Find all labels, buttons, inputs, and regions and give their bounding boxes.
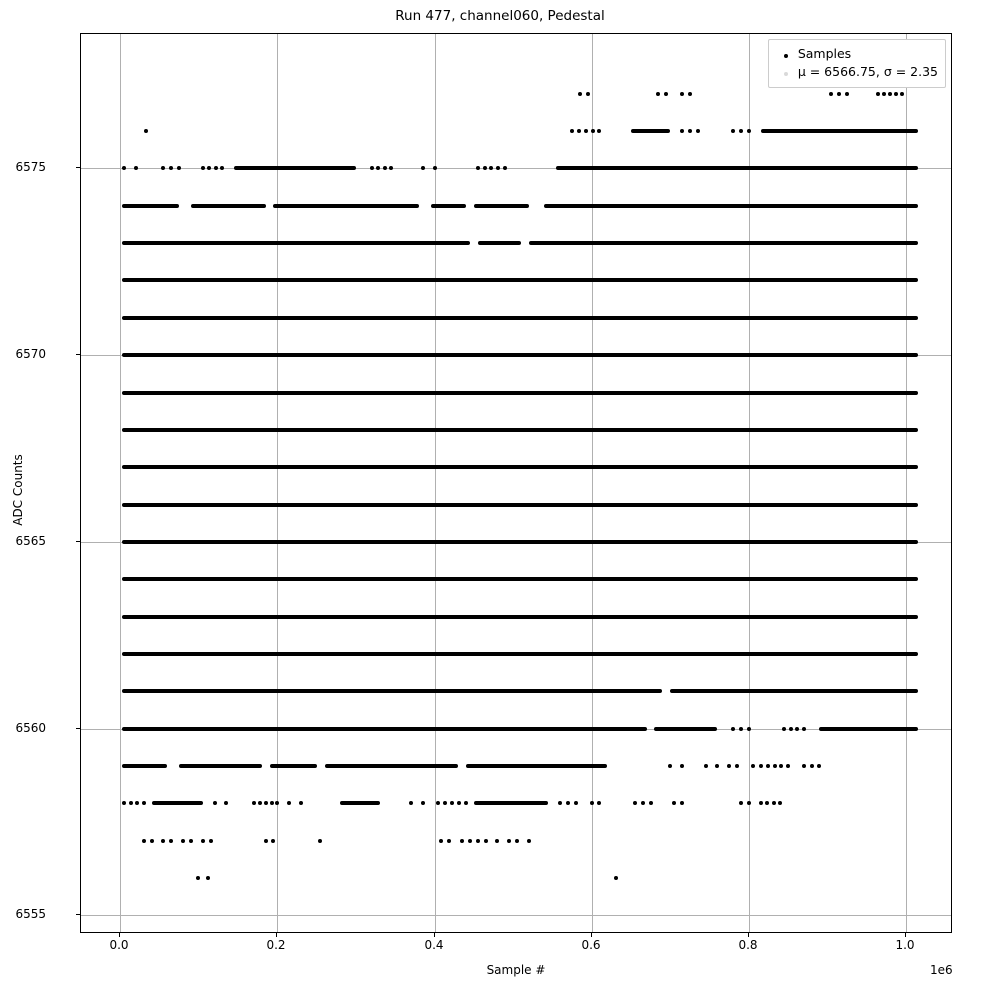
data-band [819, 727, 917, 731]
legend-label-samples: Samples [797, 46, 852, 61]
data-point [264, 839, 268, 843]
data-point [597, 129, 601, 133]
data-point [189, 839, 193, 843]
data-point [484, 839, 488, 843]
data-point [224, 801, 228, 805]
data-point [735, 764, 739, 768]
x-tick-mark [905, 933, 906, 937]
data-band [761, 129, 918, 133]
data-point [715, 764, 719, 768]
data-band [122, 577, 918, 581]
data-point [135, 801, 139, 805]
data-point [468, 839, 472, 843]
data-point [169, 166, 173, 170]
data-point [688, 129, 692, 133]
legend-label-stats: μ = 6566.75, σ = 2.35 [797, 64, 938, 79]
data-point [161, 839, 165, 843]
data-point [122, 166, 126, 170]
data-point [704, 764, 708, 768]
data-band [270, 764, 317, 768]
data-band [431, 204, 466, 208]
data-point [220, 166, 224, 170]
data-point [150, 839, 154, 843]
data-point [129, 801, 133, 805]
data-band [654, 727, 717, 731]
data-point [177, 166, 181, 170]
data-point [765, 801, 769, 805]
data-point [688, 92, 692, 96]
x-tick-mark [748, 933, 749, 937]
data-point [318, 839, 322, 843]
x-tick-mark [591, 933, 592, 937]
data-point [443, 801, 447, 805]
data-band [122, 241, 470, 245]
data-point [590, 801, 594, 805]
data-point [837, 92, 841, 96]
data-band [122, 204, 179, 208]
data-band [122, 503, 918, 507]
x-tick-label: 0.4 [424, 938, 444, 952]
data-point [739, 727, 743, 731]
data-point [597, 801, 601, 805]
data-point [201, 839, 205, 843]
data-band [478, 241, 521, 245]
data-point [747, 727, 751, 731]
data-band [544, 204, 917, 208]
data-band [122, 727, 647, 731]
data-point [845, 92, 849, 96]
data-point [270, 801, 274, 805]
data-point [476, 166, 480, 170]
data-point [876, 92, 880, 96]
data-point [370, 166, 374, 170]
x-axis-exponent-label: 1e6 [930, 963, 953, 977]
data-point [144, 129, 148, 133]
data-band [474, 204, 529, 208]
y-gridline [81, 915, 951, 916]
data-point [275, 801, 279, 805]
y-tick-mark [76, 167, 80, 168]
data-point [672, 801, 676, 805]
data-point [766, 764, 770, 768]
legend-marker-samples-icon [776, 45, 796, 63]
data-point [680, 801, 684, 805]
x-tick-label: 1.0 [895, 938, 915, 952]
data-point [900, 92, 904, 96]
data-point [649, 801, 653, 805]
data-point [299, 801, 303, 805]
data-point [464, 801, 468, 805]
data-point [196, 876, 200, 880]
data-point [209, 839, 213, 843]
data-band [122, 689, 662, 693]
data-point [789, 727, 793, 731]
x-axis-label: Sample # [486, 963, 546, 977]
legend-entry [776, 45, 938, 63]
data-band [122, 391, 918, 395]
data-point [376, 166, 380, 170]
data-point [213, 801, 217, 805]
data-point [507, 839, 511, 843]
data-point [591, 129, 595, 133]
data-point [584, 129, 588, 133]
y-tick-mark [76, 354, 80, 355]
data-point [252, 801, 256, 805]
data-point [782, 727, 786, 731]
data-band [340, 801, 379, 805]
y-tick-label: 6560 [15, 721, 46, 735]
data-point [574, 801, 578, 805]
data-point [447, 839, 451, 843]
data-point [409, 801, 413, 805]
data-point [778, 801, 782, 805]
y-tick-mark [76, 914, 80, 915]
x-tick-mark [276, 933, 277, 937]
data-point [476, 839, 480, 843]
data-band [556, 166, 917, 170]
data-point [731, 727, 735, 731]
data-point [503, 166, 507, 170]
data-band [234, 166, 356, 170]
data-point [817, 764, 821, 768]
data-point [759, 801, 763, 805]
y-tick-mark [76, 541, 80, 542]
data-point [747, 801, 751, 805]
x-tick-label: 0.8 [738, 938, 758, 952]
data-point [439, 839, 443, 843]
data-band [122, 353, 918, 357]
data-band [122, 465, 918, 469]
data-point [495, 839, 499, 843]
data-point [747, 129, 751, 133]
data-point [515, 839, 519, 843]
data-point [894, 92, 898, 96]
data-point [207, 166, 211, 170]
x-tick-label: 0.6 [581, 938, 601, 952]
data-point [436, 801, 440, 805]
data-point [696, 129, 700, 133]
data-point [772, 801, 776, 805]
data-point [779, 764, 783, 768]
data-point [527, 839, 531, 843]
data-point [829, 92, 833, 96]
data-point [496, 166, 500, 170]
data-point [214, 166, 218, 170]
data-point [680, 764, 684, 768]
data-point [489, 166, 493, 170]
data-point [161, 166, 165, 170]
data-point [641, 801, 645, 805]
data-band [529, 241, 918, 245]
data-point [271, 839, 275, 843]
data-point [773, 764, 777, 768]
data-point [287, 801, 291, 805]
data-band [122, 764, 168, 768]
data-point [633, 801, 637, 805]
data-point [134, 166, 138, 170]
x-tick-label: 0.2 [266, 938, 286, 952]
data-band [325, 764, 459, 768]
data-band [122, 428, 918, 432]
data-point [668, 764, 672, 768]
data-point [751, 764, 755, 768]
data-point [739, 129, 743, 133]
data-point [142, 839, 146, 843]
data-point [450, 801, 454, 805]
data-point [169, 839, 173, 843]
data-point [586, 92, 590, 96]
data-point [122, 801, 126, 805]
data-point [882, 92, 886, 96]
data-point [577, 129, 581, 133]
data-band [273, 204, 418, 208]
data-point [680, 129, 684, 133]
chart-title: Run 477, channel060, Pedestal [395, 8, 605, 24]
data-point [566, 801, 570, 805]
data-point [802, 727, 806, 731]
x-tick-label: 0.0 [109, 938, 129, 952]
data-point [383, 166, 387, 170]
data-point [656, 92, 660, 96]
data-point [739, 801, 743, 805]
data-point [802, 764, 806, 768]
data-point [888, 92, 892, 96]
legend-marker-stats-icon [776, 63, 796, 81]
data-point [570, 129, 574, 133]
data-band [466, 764, 607, 768]
data-point [389, 166, 393, 170]
y-tick-label: 6575 [15, 160, 46, 174]
legend-entry [776, 63, 938, 81]
data-point [614, 876, 618, 880]
data-point [421, 801, 425, 805]
data-point [460, 839, 464, 843]
data-point [680, 92, 684, 96]
data-point [181, 839, 185, 843]
y-axis-label: ADC Counts [10, 454, 25, 526]
data-point [264, 801, 268, 805]
chart-legend [768, 39, 946, 88]
plot-area [80, 33, 952, 933]
data-point [810, 764, 814, 768]
data-point [258, 801, 262, 805]
y-tick-mark [76, 728, 80, 729]
data-band [122, 540, 918, 544]
x-tick-mark [119, 933, 120, 937]
data-point [206, 876, 210, 880]
data-point [142, 801, 146, 805]
y-tick-label: 6570 [15, 347, 46, 361]
data-band [122, 615, 918, 619]
y-tick-label: 6555 [15, 907, 46, 921]
data-point [558, 801, 562, 805]
data-point [421, 166, 425, 170]
data-band [474, 801, 549, 805]
data-band [191, 204, 266, 208]
data-band [122, 316, 918, 320]
data-point [664, 92, 668, 96]
x-tick-mark [434, 933, 435, 937]
data-band [631, 129, 670, 133]
y-tick-label: 6565 [15, 534, 46, 548]
data-band [179, 764, 261, 768]
data-point [731, 129, 735, 133]
data-point [578, 92, 582, 96]
data-point [457, 801, 461, 805]
data-point [727, 764, 731, 768]
data-point [201, 166, 205, 170]
data-band [152, 801, 203, 805]
data-band [122, 652, 918, 656]
data-band [670, 689, 917, 693]
data-point [795, 727, 799, 731]
data-point [786, 764, 790, 768]
data-point [483, 166, 487, 170]
data-point [759, 764, 763, 768]
data-band [122, 278, 918, 282]
